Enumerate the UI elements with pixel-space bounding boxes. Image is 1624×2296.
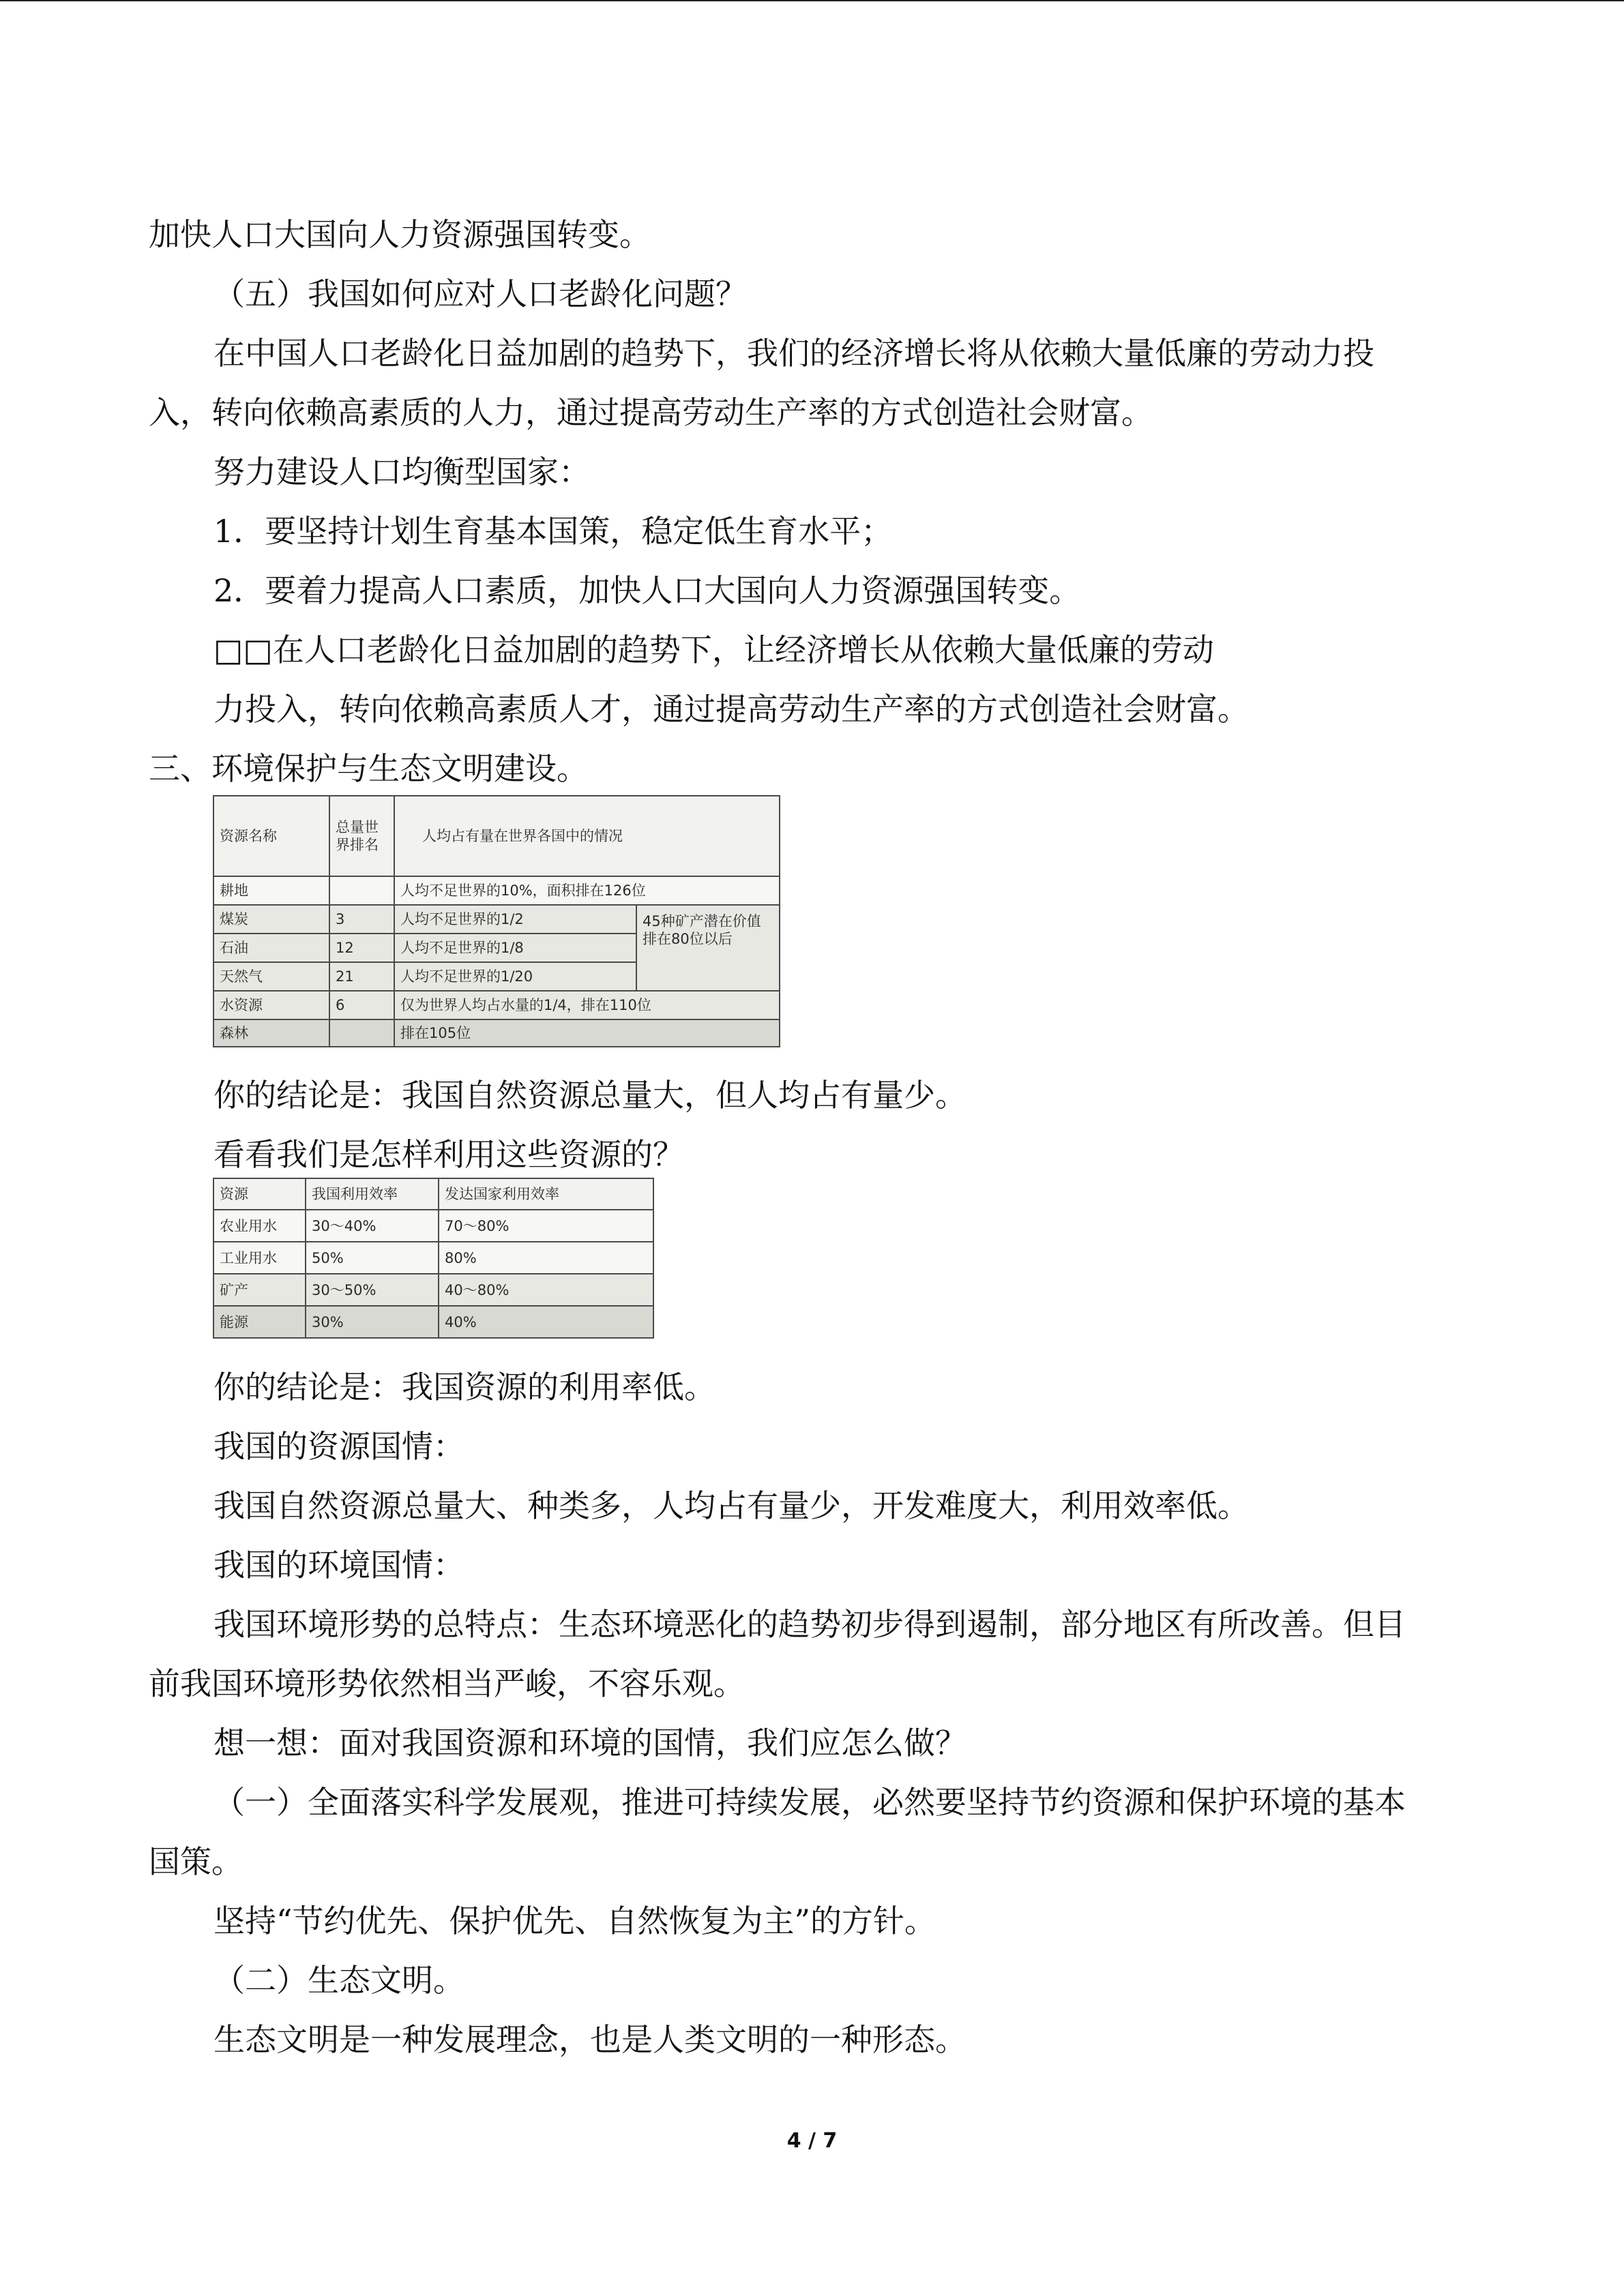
table-cell: 人均不足世界的10%，面积排在126位 — [394, 876, 780, 905]
table-cell: 能源 — [213, 1306, 306, 1338]
table-cell: 水资源 — [213, 991, 329, 1019]
table-cell: 40% — [439, 1306, 653, 1338]
table-cell: 农业用水 — [213, 1210, 306, 1242]
table-cell: 排在105位 — [394, 1019, 780, 1047]
paragraph-line: 我国的环境国情： — [213, 1547, 464, 1583]
table-header-cell: 人均占有量在世界各国中的情况 — [394, 796, 780, 876]
list-item: 2．要着力提高人口素质，加快人口大国向人力资源强国转变。 — [213, 572, 1081, 609]
table-cell: 50% — [306, 1242, 439, 1274]
table-cell: 石油 — [213, 934, 329, 962]
paragraph-line: 在中国人口老龄化日益加剧的趋势下，我们的经济增长将从依赖大量低廉的劳动力投 — [213, 335, 1374, 372]
paragraph-line: 看看我们是怎样利用这些资源的？ — [213, 1136, 684, 1173]
table-cell: 30～50% — [306, 1274, 439, 1306]
table-cell: 30～40% — [306, 1210, 439, 1242]
paragraph-line: 我国的资源国情： — [213, 1428, 464, 1465]
paragraph-line: 国策。 — [149, 1843, 243, 1880]
paragraph-line: 生态文明是一种发展理念，也是人类文明的一种形态。 — [213, 2021, 966, 2058]
section-heading: （五）我国如何应对人口老龄化问题？ — [213, 275, 747, 312]
paragraph-line: 你的结论是：我国资源的利用率低。 — [213, 1369, 715, 1405]
paragraph-line: 努力建设人口均衡型国家： — [213, 453, 590, 490]
section-heading: 三、环境保护与生态文明建设。 — [149, 750, 588, 787]
page-number: 4 / 7 — [786, 2129, 838, 2153]
table-cell: 仅为世界人均占水量的1/4，排在110位 — [394, 991, 780, 1019]
paragraph-line: 前我国环境形势依然相当严峻，不容乐观。 — [149, 1665, 745, 1702]
table-header-cell: 资源 — [213, 1178, 306, 1210]
table-cell: 煤炭 — [213, 905, 329, 934]
table-cell: 人均不足世界的1/2 — [394, 905, 636, 934]
table-header-cell: 资源名称 — [213, 796, 329, 876]
table-cell — [329, 1019, 394, 1047]
table-cell: 天然气 — [213, 962, 329, 991]
table-cell: 70～80% — [439, 1210, 653, 1242]
paragraph-line: 力投入，转向依赖高素质人才，通过提高劳动生产率的方式创造社会财富。 — [213, 691, 1249, 728]
paragraph-line: 你的结论是：我国自然资源总量大，但人均占有量少。 — [213, 1077, 966, 1114]
paragraph-line: 加快人口大国向人力资源强国转变。 — [149, 216, 651, 253]
table-cell: 3 — [329, 905, 394, 934]
table-cell: 30% — [306, 1306, 439, 1338]
section-heading: （二）生态文明。 — [213, 1962, 464, 1999]
table-cell: 耕地 — [213, 876, 329, 905]
paragraph-line: 想一想：面对我国资源和环境的国情，我们应怎么做？ — [213, 1725, 966, 1761]
paragraph-line: 我国自然资源总量大、种类多，人均占有量少，开发难度大，利用效率低。 — [213, 1487, 1249, 1524]
list-item: 1．要坚持计划生育基本国策，稳定低生育水平； — [213, 513, 893, 550]
table-cell: 人均不足世界的1/20 — [394, 962, 636, 991]
section-heading: （一）全面落实科学发展观，推进可持续发展，必然要坚持节约资源和保护环境的基本 — [213, 1784, 1406, 1821]
table-cell: 80% — [439, 1242, 653, 1274]
paragraph-line: 我国环境形势的总特点：生态环境恶化的趋势初步得到遏制，部分地区有所改善。但目 — [213, 1606, 1406, 1643]
table-merged-cell: 45种矿产潜在价值排在80位以后 — [636, 905, 780, 991]
table-header-cell: 发达国家利用效率 — [439, 1178, 653, 1210]
paragraph-line: 坚持“节约优先、保护优先、自然恢复为主”的方针。 — [213, 1903, 936, 1939]
page-top-border — [0, 0, 1624, 1]
resource-efficiency-table — [213, 1178, 654, 1339]
paragraph-line: □□在人口老龄化日益加剧的趋势下，让经济增长从依赖大量低廉的劳动 — [213, 631, 1214, 668]
table-cell: 森林 — [213, 1019, 329, 1047]
table-cell: 工业用水 — [213, 1242, 306, 1274]
table-cell: 40～80% — [439, 1274, 653, 1306]
table-cell: 6 — [329, 991, 394, 1019]
resource-ranking-table — [213, 795, 780, 1047]
table-cell: 矿产 — [213, 1274, 306, 1306]
table-cell — [329, 876, 394, 905]
table-cell: 21 — [329, 962, 394, 991]
table-cell: 人均不足世界的1/8 — [394, 934, 636, 962]
table-header-cell: 我国利用效率 — [306, 1178, 439, 1210]
table-header-cell: 总量世界排名 — [329, 796, 394, 876]
table-cell: 12 — [329, 934, 394, 962]
paragraph-line: 入，转向依赖高素质的人力，通过提高劳动生产率的方式创造社会财富。 — [149, 394, 1153, 431]
